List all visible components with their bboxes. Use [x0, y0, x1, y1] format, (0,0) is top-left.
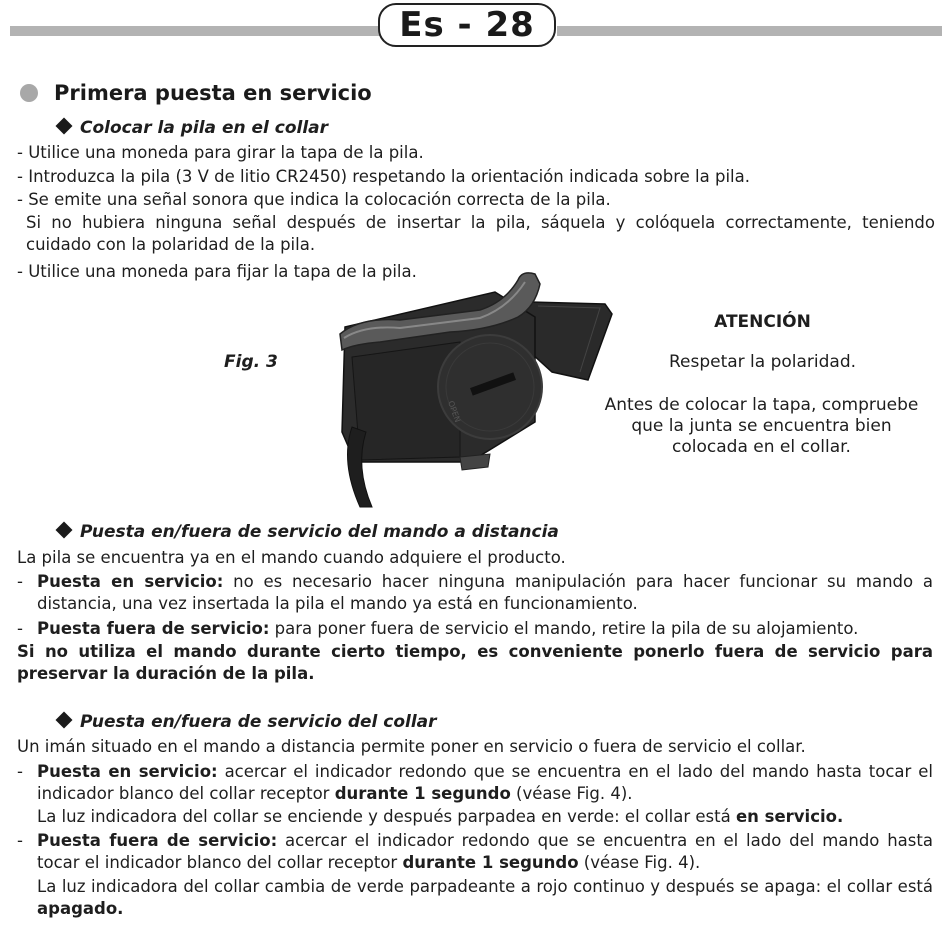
remote-power-on-item: Puesta en servicio: no es necesario hacer ninguna manipulación para hacer funcionar su mando a distancia, una vez insertada la pila el mando ya está en funcionamiento. [37, 572, 933, 613]
collar-intro: Un imán situado en el mando a distancia permite poner en servicio o fuera de servicio el collar. [17, 737, 806, 756]
diamond-bullet-icon [56, 118, 73, 135]
section-bullet-icon [20, 84, 38, 102]
subsection-title-remote: Puesta en/fuera de servicio del mando a distancia [58, 522, 559, 542]
dash: - [17, 619, 23, 638]
remote-power-off-item: Puesta fuera de servicio: para poner fuera de servicio el mando, retire la pila de su alojamiento. [37, 619, 859, 638]
instruction-line: - Introduzca la pila (3 V de litio CR2450) respetando la orientación indicada sobre la pila. [17, 167, 750, 186]
remote-intro: La pila se encuentra ya en el mando cuando adquiere el producto. [17, 548, 566, 567]
dash: - [17, 831, 23, 850]
diamond-bullet-icon [56, 522, 73, 539]
subsection-title-battery: Colocar la pila en el collar [58, 118, 328, 138]
page-number: Es - 28 [378, 3, 556, 47]
figure-label: Fig. 3 [224, 352, 278, 372]
collar-power-off-result: La luz indicadora del collar cambia de verde parpadeante a rojo continuo y después se apaga: el collar está apagado. [37, 877, 933, 918]
dash: - [17, 572, 23, 591]
collar-power-on-item: Puesta en servicio: acercar el indicador redondo que se encuentra en el lado del mando hasta tocar el indicador blanco del collar receptor durante 1 segundo (véase Fig. 4). [37, 762, 933, 803]
remote-note: Si no utiliza el mando durante cierto tiempo, es conveniente ponerlo fuera de servicio para preservar la duración de la pila. [17, 642, 933, 683]
svg-text:OPEN: OPEN [446, 399, 463, 424]
instruction-line: - Utilice una moneda para girar la tapa de la pila. [17, 143, 424, 162]
collar-power-on-result: La luz indicadora del collar se enciende y después parpadea en verde: el collar está en servicio. [37, 807, 844, 826]
dash: - [17, 762, 23, 781]
instruction-paragraph: Si no hubiera ninguna señal después de insertar la pila, sáquela y colóquela correctamente, teniendo cuidado con la polaridad de la pila. [26, 213, 935, 254]
instruction-line: - Se emite una señal sonora que indica la colocación correcta de la pila. [17, 190, 611, 209]
subsection-title-collar: Puesta en/fuera de servicio del collar [58, 712, 437, 732]
attention-gasket-note: Antes de colocar la tapa, compruebe que la junta se encuentra bien colocada en el collar. [604, 395, 919, 457]
header-bar-left [10, 26, 380, 36]
attention-title: ATENCIÓN [714, 312, 811, 332]
collar-receiver-illustration [330, 262, 615, 512]
instruction-line: - Utilice una moneda para fijar la tapa de la pila. [17, 262, 417, 281]
section-title: Primera puesta en servicio [54, 81, 372, 105]
attention-polarity: Respetar la polaridad. [668, 352, 857, 372]
diamond-bullet-icon [56, 712, 73, 729]
collar-power-off-item: Puesta fuera de servicio: acercar el indicador redondo que se encuentra en el lado del mando hasta tocar el indicador blanco del collar receptor durante 1 segundo (véase Fig. 4). [37, 831, 933, 872]
header-bar-right [557, 26, 942, 36]
